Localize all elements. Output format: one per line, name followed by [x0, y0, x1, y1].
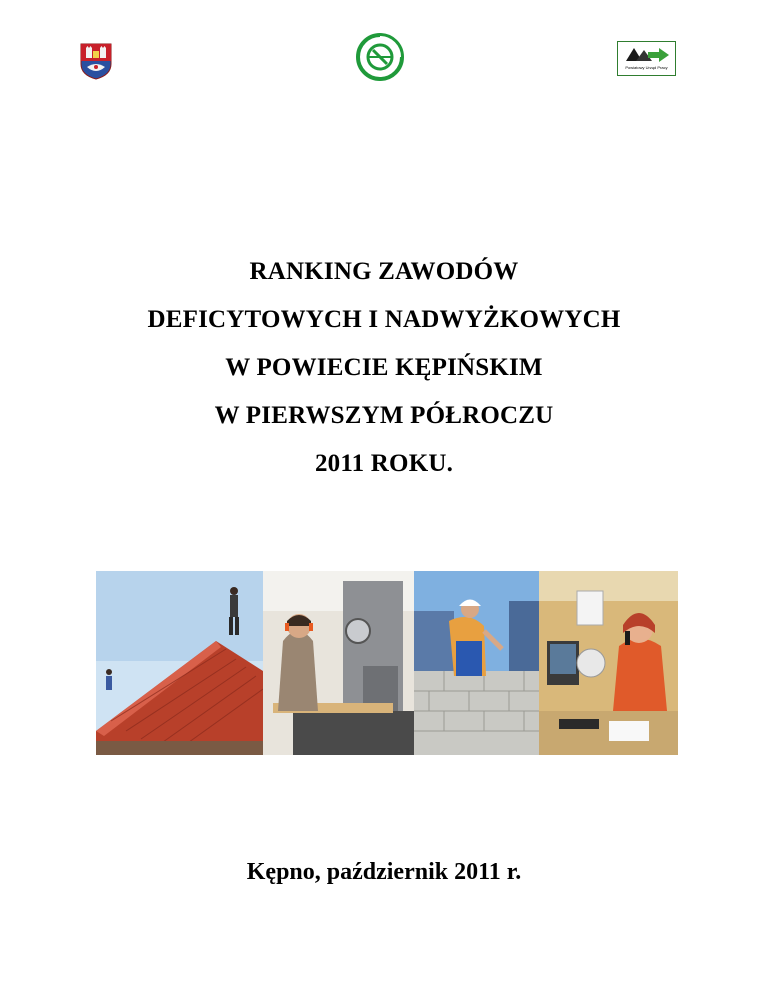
- logo-caption: Powiatowy Urząd Pracy: [625, 65, 668, 70]
- title-line-4: W PIERWSZYM PÓŁROCZU: [214, 402, 554, 429]
- photo-collage: [96, 571, 678, 755]
- coat-of-arms-icon: [79, 42, 113, 80]
- title-line-5: 2011 ROKU.: [314, 450, 454, 477]
- title-line-2: DEFICYTOWYCH I NADWYŻKOWYCH: [147, 306, 621, 333]
- green-ring-logo-icon: [355, 32, 405, 82]
- title-line-3: W POWIECIE KĘPIŃSKIM: [225, 354, 543, 381]
- powiatowy-urzad-pracy-logo-icon: [617, 41, 676, 76]
- document-title: [0, 248, 768, 488]
- roofers-photo: [96, 571, 263, 755]
- office-worker-photo: [539, 571, 678, 755]
- title-line-1: RANKING ZAWODÓW: [249, 258, 519, 285]
- woodworker-photo: [263, 571, 414, 755]
- bricklayer-photo: [414, 571, 539, 755]
- logo-frame: [617, 41, 676, 76]
- place-and-date: Kępno, październik 2011 r.: [246, 859, 522, 885]
